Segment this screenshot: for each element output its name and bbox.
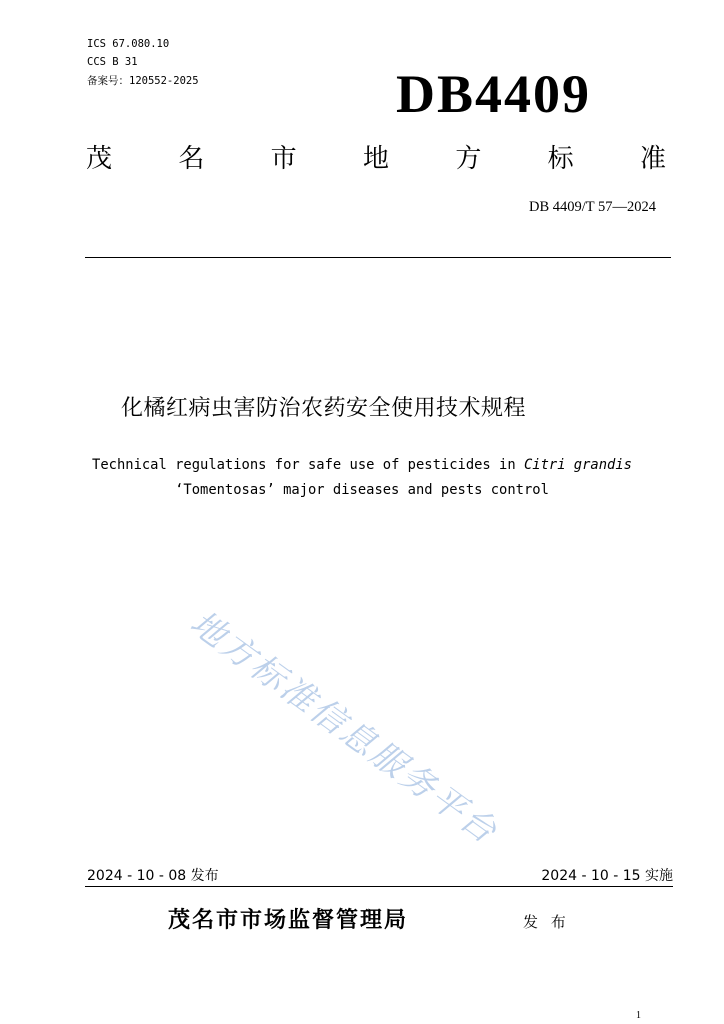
page-number: 1 bbox=[636, 1010, 641, 1021]
footer-divider bbox=[85, 886, 673, 887]
title-english-species: Citri grandis bbox=[523, 457, 632, 473]
ccs-code: CCS B 31 bbox=[87, 56, 138, 68]
standard-type-char: 准 bbox=[639, 144, 666, 174]
standard-type-char: 标 bbox=[547, 144, 574, 174]
title-english-line-2: ‘Tomentosas’ major diseases and pests control bbox=[175, 482, 549, 498]
issue-date: 2024 - 10 - 08 发布 bbox=[87, 868, 219, 884]
issuing-authority: 茂名市市场监督管理局 bbox=[168, 908, 409, 933]
standard-type-char: 方 bbox=[455, 144, 482, 174]
ics-code: ICS 67.080.10 bbox=[87, 38, 170, 50]
standard-type-char: 名 bbox=[178, 144, 205, 174]
db-code-logo: DB4409 bbox=[396, 64, 592, 124]
standard-type-char: 茂 bbox=[86, 144, 113, 174]
title-english-line-1 bbox=[0, 455, 724, 475]
implementation-date: 2024 - 10 - 15 实施 bbox=[541, 868, 673, 884]
issue-label: 发 布 bbox=[523, 913, 570, 931]
title-chinese: 化橘红病虫害防治农药安全使用技术规程 bbox=[121, 396, 527, 421]
header-divider bbox=[85, 257, 671, 258]
standard-type-heading bbox=[86, 142, 666, 176]
watermark-text: 地方标准信息服务平台 bbox=[182, 602, 506, 853]
filing-number: 备案号：120552-2025 bbox=[87, 75, 199, 87]
standard-type-char: 地 bbox=[362, 144, 389, 174]
standard-number: DB 4409/T 57—2024 bbox=[528, 199, 656, 215]
title-english-prefix: Technical regulations for safe use of pesticides in bbox=[92, 457, 524, 473]
standard-type-char: 市 bbox=[270, 144, 297, 174]
